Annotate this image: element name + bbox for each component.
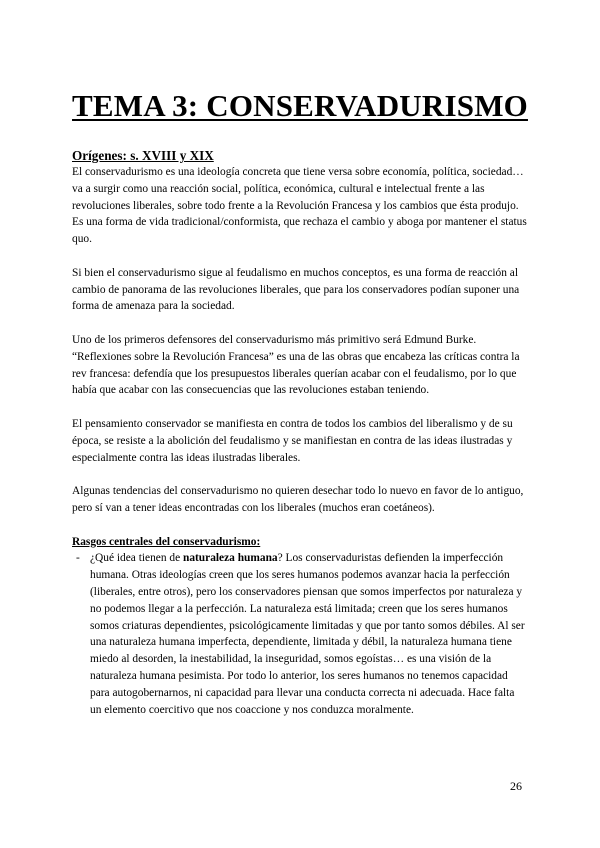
list-item: [72, 550, 528, 718]
page-title: TEMA 3: CONSERVADURISMO: [72, 88, 528, 123]
bullet-text-lead: ¿Qué idea tienen de: [90, 552, 183, 565]
paragraph: El pensamiento conservador se manifiesta en contra de todos los cambios del liberalismo y de su época, se resiste a la abolición del feudalismo y se manifiestan en contra de las ideas ilustradas y especialmente contra las ideas ilustradas liberales.: [72, 417, 513, 464]
document-body: [72, 147, 528, 718]
section-heading-origins: Orígenes: s. XVIII y XIX: [72, 148, 214, 163]
features-list: [72, 550, 528, 718]
bullet-dash-icon: -: [76, 552, 80, 565]
bullet-bold-term: naturaleza humana: [182, 552, 278, 565]
paragraph: Uno de los primeros defensores del conservadurismo más primitivo será Edmund Burke. “Reflexiones sobre la Revolución Francesa” es una de las obras que encabeza las críticas contra la rev francesa: defendía que los presupuestos liberales querían acabar con el feudalismo, por lo que había que acabar con las consecuencias que las revoluciones estaban teniendo.: [72, 333, 520, 397]
bullet-text-rest: ? Los conservaduristas defienden la imperfección humana. Otras ideologías creen que los seres humanos podemos avanzar hacia la perfección (liberales, entre otros), pero los conservadores piensan que somos imperfectos por naturaleza y no podemos llegar a la perfección. La naturaleza está limitada; creen que los seres humanos somos criaturas dependientes, psicológicamente limitadas y que por tanto somos débiles. Al ser una naturaleza humana imperfecta, dependiente, limitada y débil, la naturaleza humana tiene miedo al desorden, la inestabilidad, la inseguridad, somos egoístas… es una visión de la naturaleza humana pesimista. Por todo lo anterior, los seres humanos no tenemos capacidad para autogobernarnos, ni capacidad para llevar una conducta correcta ni adecuada. Hace falta un elemento coercitivo que nos coaccione y nos conduzca moralmente.: [90, 552, 525, 716]
page-number: 26: [510, 779, 522, 793]
paragraph: El conservadurismo es una ideología concreta que tiene versa sobre economía, política, sociedad… va a surgir como una reacción social, política, económica, cultural e intelectual frente a las revoluciones liberales, sobre todo frente a la Revolución Francesa y los cambios que ésta produjo. Es una forma de vida tradicional/conformista, que rechaza el cambio y aboga por mantener el status quo.: [72, 166, 527, 246]
paragraph: Si bien el conservadurismo sigue al feudalismo en muchos conceptos, es una forma de reacción al cambio de panorama de las revoluciones liberales, que para los conservadores podían suponer una forma de amenaza para la sociedad.: [72, 266, 520, 313]
section-heading-features: Rasgos centrales del conservadurismo:: [72, 535, 261, 548]
paragraph: Algunas tendencias del conservadurismo no quieren desechar todo lo nuevo en favor de lo antiguo, pero sí van a tener ideas encontradas con los liberales (muchos eran coetáneos).: [72, 485, 524, 514]
